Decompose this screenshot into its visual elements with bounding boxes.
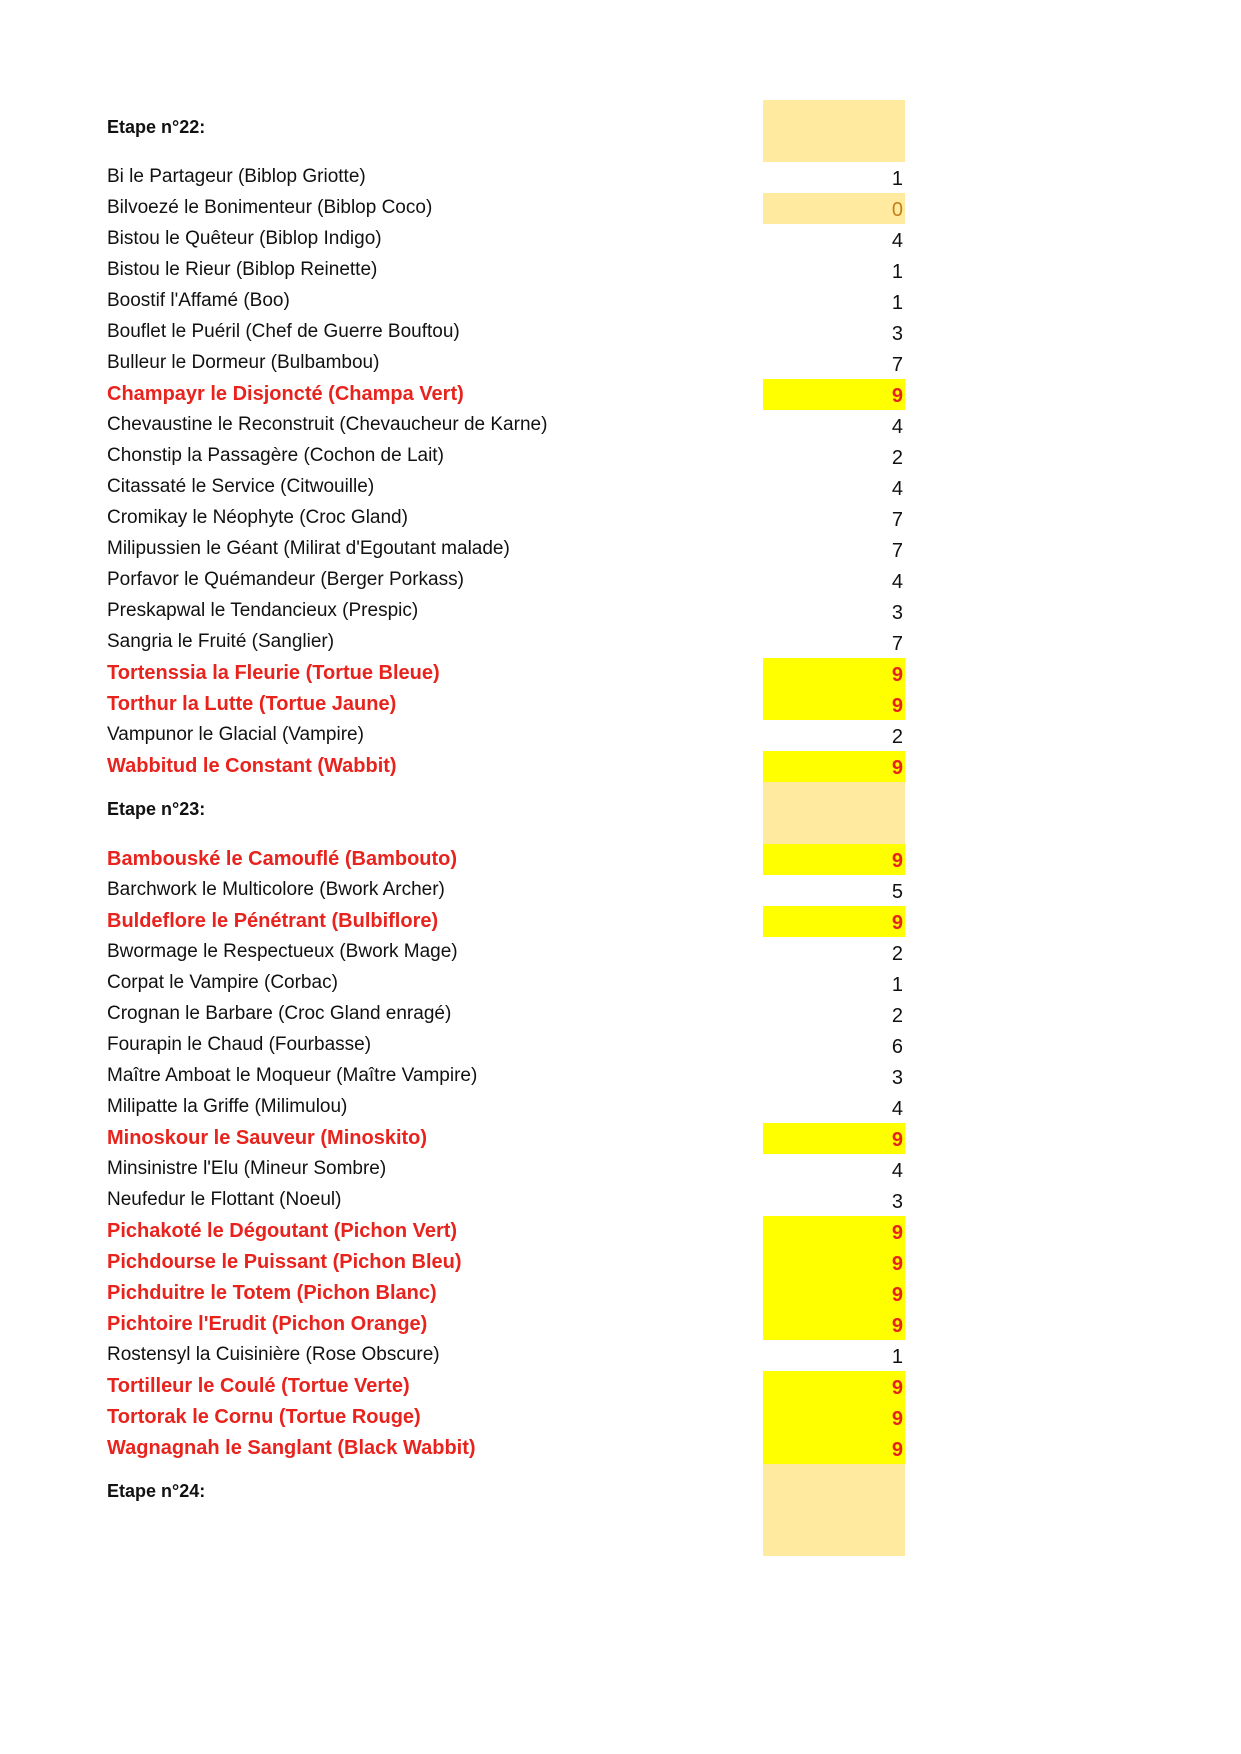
count-cell: 2 (891, 943, 903, 965)
monster-name-cell: Wagnagnah le Sanglant (Black Wabbit) (107, 1437, 476, 1459)
monster-name-cell: Tortilleur le Coulé (Tortue Verte) (107, 1375, 410, 1397)
count-cell: 2 (891, 1005, 903, 1027)
count-cell: 6 (891, 1036, 903, 1058)
section-title: Etape n°23: (107, 799, 206, 819)
monster-name-cell: Bulleur le Dormeur (Bulbambou) (107, 352, 380, 373)
table-row[interactable] (107, 472, 1119, 503)
count-cell: 9 (763, 906, 905, 937)
count-cell: 7 (891, 633, 903, 655)
count-cell: 5 (891, 881, 903, 903)
monster-name-cell: Buldeflore le Pénétrant (Bulbiflore) (107, 910, 439, 932)
table-row[interactable] (107, 720, 1119, 751)
count-cell: 9 (763, 1371, 905, 1402)
monster-name-cell: Maître Amboat le Moqueur (Maître Vampire) (107, 1065, 478, 1086)
count-cell: 9 (763, 1247, 905, 1278)
monster-name-cell: Bistou le Quêteur (Biblop Indigo) (107, 228, 382, 249)
count-cell: 1 (891, 168, 903, 190)
table-row[interactable] (107, 999, 1119, 1030)
monster-name-cell: Bilvoezé le Bonimenteur (Biblop Coco) (107, 197, 433, 218)
monster-name-cell: Chevaustine le Reconstruit (Chevaucheur de Karne) (107, 414, 548, 435)
table-row[interactable] (107, 751, 1119, 782)
count-cell: 3 (891, 1067, 903, 1089)
table-row[interactable] (107, 1247, 1119, 1278)
table-row[interactable] (107, 317, 1119, 348)
table-row[interactable] (107, 844, 1119, 875)
table-row[interactable] (107, 441, 1119, 472)
count-cell: 7 (891, 509, 903, 531)
table-row[interactable] (107, 596, 1119, 627)
table-row[interactable] (107, 689, 1119, 720)
monster-name-cell: Tortenssia la Fleurie (Tortue Bleue) (107, 662, 440, 684)
count-cell: 3 (891, 323, 903, 345)
monster-name-cell: Bouflet le Puéril (Chef de Guerre Bouftou) (107, 321, 460, 342)
count-cell: 9 (763, 1433, 905, 1464)
monster-name-cell: Pichduitre le Totem (Pichon Blanc) (107, 1282, 437, 1304)
table-row[interactable] (107, 658, 1119, 689)
table-row[interactable] (107, 1216, 1119, 1247)
count-cell: 9 (763, 844, 905, 875)
table-row[interactable] (107, 348, 1119, 379)
monster-name-cell: Crognan le Barbare (Croc Gland enragé) (107, 1003, 452, 1024)
count-cell: 4 (891, 571, 903, 593)
table-row[interactable] (107, 193, 1119, 224)
monster-name-cell: Neufedur le Flottant (Noeul) (107, 1189, 342, 1210)
table-row[interactable] (107, 1154, 1119, 1185)
table-row[interactable] (107, 1371, 1119, 1402)
monster-name-cell: Citassaté le Service (Citwouille) (107, 476, 375, 497)
section-header-row (107, 1474, 1119, 1505)
table-row[interactable] (107, 1433, 1119, 1464)
count-cell: 9 (763, 1123, 905, 1154)
monster-name-cell: Milipussien le Géant (Milirat d'Egoutant malade) (107, 538, 510, 559)
count-cell: 4 (891, 230, 903, 252)
monster-name-cell: Porfavor le Quémandeur (Berger Porkass) (107, 569, 464, 590)
monster-name-cell: Barchwork le Multicolore (Bwork Archer) (107, 879, 445, 900)
count-cell: 3 (891, 602, 903, 624)
monster-name-cell: Minoskour le Sauveur (Minoskito) (107, 1127, 428, 1149)
count-cell: 1 (891, 261, 903, 283)
count-cell: 7 (891, 354, 903, 376)
section-title: Etape n°24: (107, 1481, 206, 1501)
monster-name-cell: Fourapin le Chaud (Fourbasse) (107, 1034, 372, 1055)
table-row[interactable] (107, 224, 1119, 255)
count-cell: 2 (891, 447, 903, 469)
table-row[interactable] (107, 906, 1119, 937)
table-row[interactable] (107, 1123, 1119, 1154)
count-cell: 9 (763, 379, 905, 410)
monster-name-cell: Bambouské le Camouflé (Bambouto) (107, 848, 458, 870)
monster-name-cell: Torthur la Lutte (Tortue Jaune) (107, 693, 397, 715)
monster-name-cell: Vampunor le Glacial (Vampire) (107, 724, 364, 745)
table-row[interactable] (107, 968, 1119, 999)
count-cell: 2 (891, 726, 903, 748)
count-cell: 9 (763, 751, 905, 782)
count-cell: 4 (891, 478, 903, 500)
table-row[interactable] (107, 1030, 1119, 1061)
monster-name-cell: Bi le Partageur (Biblop Griotte) (107, 166, 366, 187)
count-cell: 4 (891, 1098, 903, 1120)
table-row[interactable] (107, 534, 1119, 565)
count-cell: 0 (763, 193, 905, 224)
table-row[interactable] (107, 379, 1119, 410)
table-row[interactable] (107, 255, 1119, 286)
table-row[interactable] (107, 1278, 1119, 1309)
table-row[interactable] (107, 627, 1119, 658)
table-row[interactable] (107, 1092, 1119, 1123)
count-cell: 9 (763, 1402, 905, 1433)
section-header-row (107, 110, 1119, 141)
table-row[interactable] (107, 875, 1119, 906)
monster-name-cell: Bwormage le Respectueux (Bwork Mage) (107, 941, 458, 962)
count-cell: 4 (891, 416, 903, 438)
count-cell: 3 (891, 1191, 903, 1213)
count-cell: 9 (763, 1278, 905, 1309)
monster-name-cell: Corpat le Vampire (Corbac) (107, 972, 338, 993)
monster-name-cell: Chonstip la Passagère (Cochon de Lait) (107, 445, 444, 466)
count-cell: 1 (891, 1346, 903, 1368)
monster-name-cell: Champayr le Disjoncté (Champa Vert) (107, 383, 464, 405)
table-row[interactable] (107, 162, 1119, 193)
monster-name-cell: Milipatte la Griffe (Milimulou) (107, 1096, 348, 1117)
table-row[interactable] (107, 1402, 1119, 1433)
count-cell: 1 (891, 292, 903, 314)
table-row[interactable] (107, 286, 1119, 317)
count-cell: 9 (763, 658, 905, 689)
count-cell: 9 (763, 1216, 905, 1247)
table-row[interactable] (107, 1185, 1119, 1216)
section-title: Etape n°22: (107, 117, 206, 137)
monster-name-cell: Pichdourse le Puissant (Pichon Bleu) (107, 1251, 462, 1273)
table-row[interactable] (107, 565, 1119, 596)
table-row[interactable] (107, 410, 1119, 441)
count-cell: 1 (891, 974, 903, 996)
count-cell: 9 (763, 689, 905, 720)
monster-name-cell: Bistou le Rieur (Biblop Reinette) (107, 259, 378, 280)
count-cell: 4 (891, 1160, 903, 1182)
table-row[interactable] (107, 1309, 1119, 1340)
count-cell: 9 (763, 1309, 905, 1340)
monster-name-cell: Tortorak le Cornu (Tortue Rouge) (107, 1406, 421, 1428)
monster-name-cell: Preskapwal le Tendancieux (Prespic) (107, 600, 419, 621)
table-row[interactable] (107, 503, 1119, 534)
table-row[interactable] (107, 1061, 1119, 1092)
monster-name-cell: Rostensyl la Cuisinière (Rose Obscure) (107, 1344, 440, 1365)
table-row[interactable] (107, 1340, 1119, 1371)
count-cell: 7 (891, 540, 903, 562)
section-header-row (107, 792, 1119, 823)
monster-name-cell: Minsinistre l'Elu (Mineur Sombre) (107, 1158, 387, 1179)
monster-name-cell: Wabbitud le Constant (Wabbit) (107, 755, 397, 777)
monster-name-cell: Pichakoté le Dégoutant (Pichon Vert) (107, 1220, 458, 1242)
table-row[interactable] (107, 937, 1119, 968)
monster-name-cell: Boostif l'Affamé (Boo) (107, 290, 290, 311)
monster-name-cell: Cromikay le Néophyte (Croc Gland) (107, 507, 408, 528)
monster-name-cell: Sangria le Fruité (Sanglier) (107, 631, 335, 652)
monster-name-cell: Pichtoire l'Erudit (Pichon Orange) (107, 1313, 428, 1335)
